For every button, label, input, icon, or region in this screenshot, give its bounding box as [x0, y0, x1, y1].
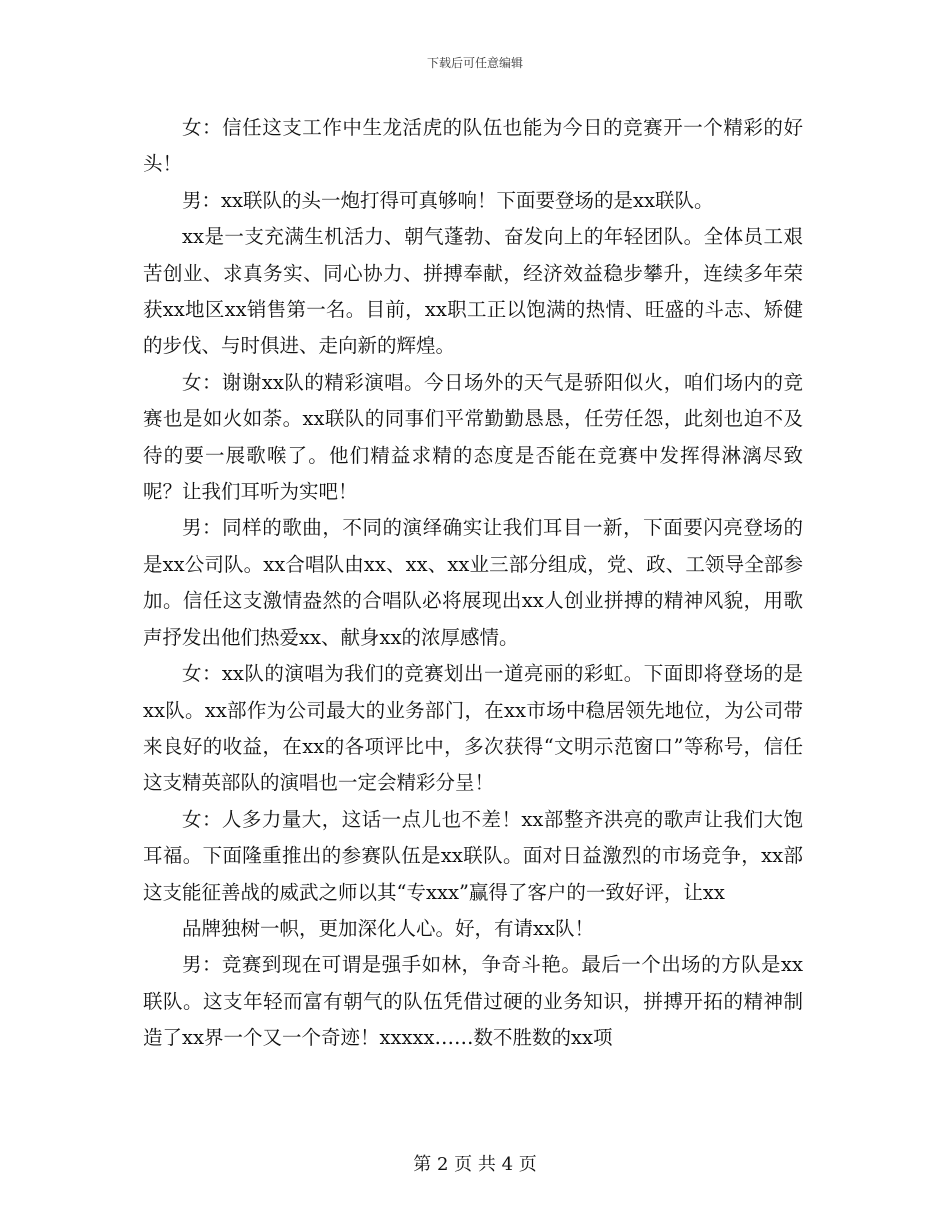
- paragraph-3: xx是一支充满生机活力、朝气蓬勃、奋发向上的年轻团队。全体员工艰苦创业、求真务实、同心协力、拼搏奉献，经济效益稳步攀升，连续多年荣获xx地区xx销售第一名。目前，xx职工正以饱满的热情、旺盛的斗志、矫健的步伐、与时俱进、走向新的辉煌。: [143, 225, 803, 358]
- paragraph-4: 女：谢谢xx队的精彩演唱。今日场外的天气是骄阳似火，咱们场内的竞赛也是如火如荼。xx联队的同事们平常勤勤恳恳，任劳任怨，此刻也迫不及待的要一展歌喉了。他们精益求精的态度是否能在竞赛中发挥得淋漓尽致呢？让我们耳听为实吧！: [143, 370, 803, 504]
- paragraph-5: 男：同样的歌曲，不同的演绎确实让我们耳目一新，下面要闪亮登场的是xx公司队。xx合唱队由xx、xx、xx业三部分组成，党、政、工领导全部参加。信任这支激情盎然的合唱队必将展现出xx人创业拼搏的精神风貌，用歌声抒发出他们热爱xx、献身xx的浓厚感情。: [143, 516, 803, 649]
- paragraph-1: 女：信任这支工作中生龙活虎的队伍也能为今日的竞赛开一个精彩的好头！: [143, 116, 803, 176]
- paragraph-9: 男：竞赛到现在可谓是强手如林，争奇斗艳。最后一个出场的方队是xx联队。这支年轻而富有朝气的队伍凭借过硬的业务知识，拼搏开拓的精神制造了xx界一个又一个奇迹！xxxxx……数不胜数的xx项: [143, 953, 803, 1050]
- paragraph-7: 女：人多力量大，这话一点儿也不差！xx部整齐洪亮的歌声让我们大饱耳福。下面隆重推出的参赛队伍是xx联队。面对日益激烈的市场竞争，xx部这支能征善战的威武之师以其“专xxx”赢得了客户的一致好评，让xx: [143, 807, 803, 904]
- paragraph-8: 品牌独树一帜，更加深化人心。好，有请xx队！: [182, 916, 594, 940]
- document-body: [143, 110, 803, 1057]
- paragraph-2: 男：xx联队的头一炮打得可真够响！下面要登场的是xx联队。: [182, 188, 714, 212]
- page-header: 下载后可任意编辑: [426, 56, 523, 70]
- paragraph-6: 女：xx队的演唱为我们的竞赛划出一道亮丽的彩虹。下面即将登场的是xx队。xx部作为公司最大的业务部门，在xx市场中稳居领先地位，为公司带来良好的收益，在xx的各项评比中，多次获得“文明示范窗口”等称号，信任这支精英部队的演唱也一定会精彩分呈！: [143, 662, 803, 795]
- page-footer: 第 2 页 共 4 页: [413, 1154, 537, 1175]
